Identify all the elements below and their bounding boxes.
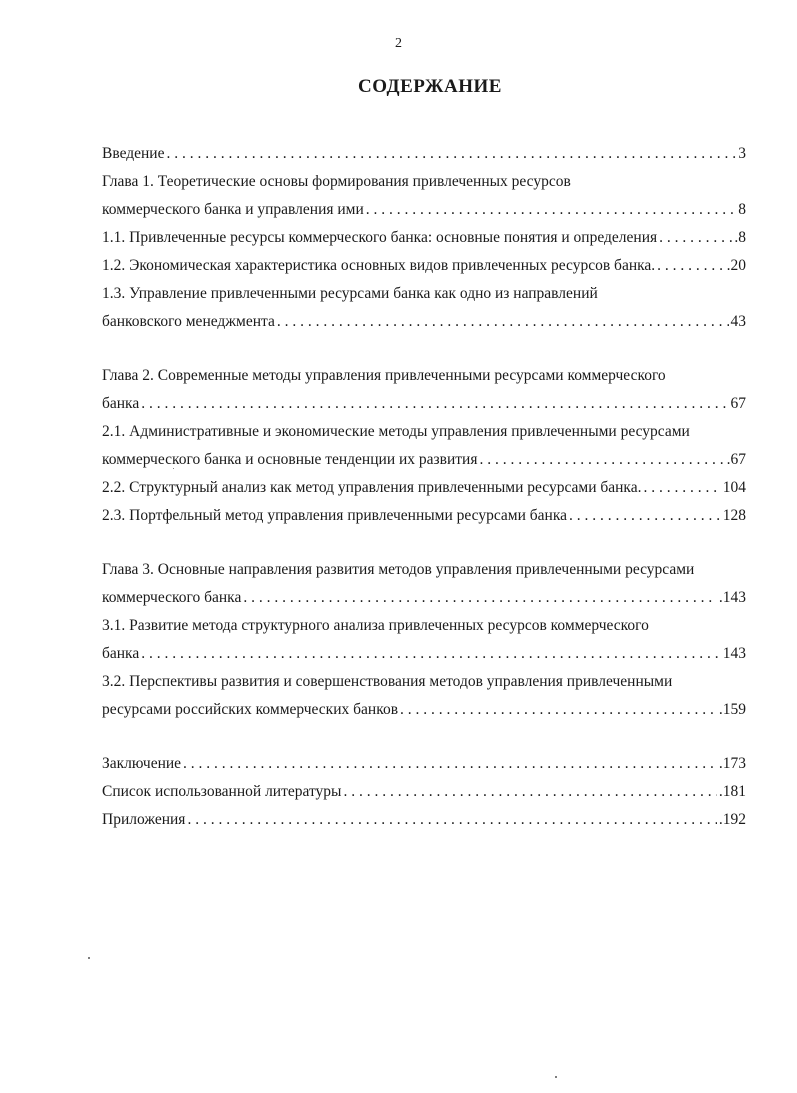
toc-entry-text: банка [102, 395, 140, 412]
toc-entry-section-3-1-line-1[interactable]: 3.1. Развитие метода структурного анализа привлеченных ресурсов коммерческого [102, 617, 649, 634]
toc-page-number: 128 [722, 507, 746, 524]
dot-leader [166, 142, 736, 166]
toc-entry-appendix[interactable] [102, 808, 746, 832]
dot-leader [343, 780, 716, 804]
dot-leader [183, 752, 717, 776]
dot-leader [366, 198, 736, 222]
dot-leader [141, 642, 721, 666]
dot-leader [643, 476, 720, 500]
dot-leader [479, 448, 724, 472]
toc-entry-section-1-1[interactable] [102, 226, 746, 250]
toc-entry-text: коммерческого банка [102, 589, 242, 606]
page-title: СОДЕРЖАНИЕ [358, 76, 502, 97]
dot-leader [243, 586, 717, 610]
toc-page-number: .192 [718, 811, 746, 828]
toc-entry-text: 1.2. Экономическая характеристика основных видов привлеченных ресурсов банка. [102, 257, 656, 274]
toc-page-number: .143 [718, 589, 746, 606]
dot-leader [659, 226, 732, 250]
toc-page-number: .173 [718, 755, 746, 772]
toc-entry-text: Введение [102, 145, 165, 162]
dot-leader [277, 310, 729, 334]
toc-entry-conclusion[interactable] [102, 752, 746, 776]
toc-entry-text: Приложения [102, 811, 186, 828]
dot-leader [569, 504, 721, 528]
toc-entry-text: банковского менеджмента [102, 313, 275, 330]
toc-page-number: .159 [718, 701, 746, 718]
toc-entry-chapter-2-line-1[interactable]: Глава 2. Современные методы управления привлеченными ресурсами коммерческого [102, 367, 666, 384]
scan-speck [555, 1076, 557, 1078]
toc-entry-chapter-1[interactable] [102, 198, 746, 222]
scan-speck [173, 468, 174, 469]
toc-entry-section-1-3-line-1[interactable]: 1.3. Управление привлеченными ресурсами банка как одно из направлений [102, 285, 598, 302]
toc-entry-text: 2.2. Структурный анализ как метод управления привлеченными ресурсами банка. [102, 479, 642, 496]
dot-leader [400, 698, 717, 722]
toc-entry-text: коммерческого банка и управления ими [102, 201, 364, 218]
toc-entry-section-1-2[interactable] [102, 254, 746, 278]
toc-page-number: 43 [730, 313, 746, 330]
toc-entry-text: 1.1. Привлеченные ресурсы коммерческого банка: основные понятия и определения [102, 229, 658, 246]
toc-entry-text: Список использованной литературы [102, 783, 342, 800]
toc-entry-intro[interactable] [102, 142, 746, 166]
toc-page-number: 143 [722, 645, 746, 662]
toc-entry-chapter-3-line-1[interactable]: Глава 3. Основные направления развития методов управления привлеченными ресурсами [102, 561, 695, 578]
toc-entry-section-2-1[interactable] [102, 448, 746, 472]
dot-leader [657, 254, 724, 278]
dot-leader [187, 808, 716, 832]
scan-speck [88, 957, 90, 959]
toc-entry-text: 2.3. Портфельный метод управления привлеченными ресурсами банка [102, 507, 568, 524]
toc-entry-section-3-2-line-1[interactable]: 3.2. Перспективы развития и совершенствования методов управления привлеченными [102, 673, 673, 690]
toc-page-number: 8 [738, 201, 746, 218]
page-number: 2 [395, 36, 402, 51]
toc-entry-section-2-3[interactable] [102, 504, 746, 528]
toc-page-number: 67 [730, 395, 746, 412]
toc-entry-section-3-2[interactable] [102, 698, 746, 722]
toc-entry-references[interactable] [102, 780, 746, 804]
toc-page-number: .20 [726, 257, 746, 274]
toc-entry-text: коммерческого банка и основные тенденции их развития [102, 451, 478, 468]
toc-page-number: .181 [718, 783, 746, 800]
toc-entry-text: банка [102, 645, 140, 662]
toc-page-number: 3 [738, 145, 746, 162]
toc-page-number: .8 [734, 229, 746, 246]
dot-leader [141, 392, 728, 416]
toc-page-number: 104 [722, 479, 746, 496]
toc-entry-section-2-1-line-1[interactable]: 2.1. Административные и экономические методы управления привлеченными ресурсами [102, 423, 690, 440]
toc-entry-text: Заключение [102, 755, 182, 772]
toc-entry-chapter-3[interactable] [102, 586, 746, 610]
toc-entry-section-1-3[interactable] [102, 310, 746, 334]
toc-entry-section-3-1[interactable] [102, 642, 746, 666]
toc-entry-text: ресурсами российских коммерческих банков [102, 701, 399, 718]
toc-page-number: .67 [726, 451, 746, 468]
toc-entry-section-2-2[interactable] [102, 476, 746, 500]
toc-entry-chapter-2[interactable] [102, 392, 746, 416]
toc-entry-chapter-1-line-1[interactable]: Глава 1. Теоретические основы формирования привлеченных ресурсов [102, 173, 571, 190]
